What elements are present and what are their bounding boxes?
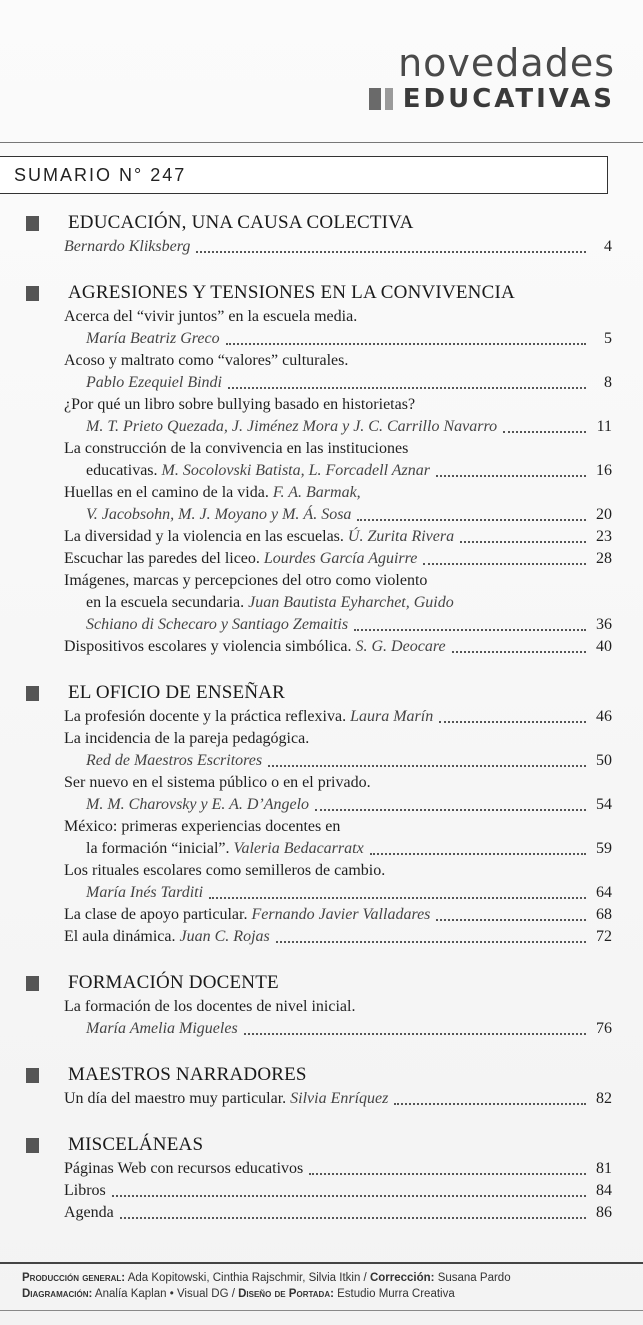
entry-title: La construcción de la convivencia en las instituciones	[64, 440, 409, 457]
section-formacion	[22, 970, 612, 1040]
toc-entry	[64, 548, 612, 570]
logo-mark-icon	[369, 88, 393, 110]
page-number: 46	[596, 708, 612, 725]
entry-author: S. G. Deocare	[355, 638, 446, 655]
entry-author: Fernando Javier Valladares	[251, 906, 431, 923]
entry-title: La clase de apoyo particular.	[64, 906, 248, 923]
entry-author: Laura Marín	[350, 708, 434, 725]
entry-author: Bernardo Kliksberg	[64, 238, 191, 255]
entry-title: Acoso y maltrato como “valores” culturales.	[64, 352, 349, 369]
toc-entry	[64, 904, 612, 926]
section-header	[22, 210, 612, 236]
entry-author: M. T. Prieto Quezada, J. Jiménez Mora y J. C. Carrillo Navarro	[86, 418, 498, 435]
square-bullet-icon	[26, 1068, 39, 1083]
page-number: 8	[604, 374, 612, 391]
section-educacion	[22, 210, 612, 258]
entry-title: Páginas Web con recursos educativos	[64, 1160, 304, 1177]
sumario-box	[0, 156, 608, 194]
toc-entry	[64, 570, 612, 636]
logo-novedades: novedades	[398, 41, 615, 85]
page-number: 4	[604, 238, 612, 255]
toc-entry	[64, 1180, 612, 1202]
entry-title: Dispositivos escolares y violencia simbólica.	[64, 638, 352, 655]
entry-title: Ser nuevo en el sistema público o en el privado.	[64, 774, 371, 791]
entry-author: Lourdes García Aguirre	[263, 550, 418, 567]
entry-author: Juan C. Rojas	[179, 928, 270, 945]
entry-title: México: primeras experiencias docentes en	[64, 818, 341, 835]
entry-title: La diversidad y la violencia en las escuelas.	[64, 528, 344, 545]
entry-title-cont: la formación “inicial”.	[86, 840, 230, 857]
credit-label: Diseño de Portada:	[238, 1288, 334, 1300]
section-title: EL OFICIO DE ENSEÑAR	[68, 682, 286, 703]
entry-title: Escuchar las paredes del liceo.	[64, 550, 260, 567]
square-bullet-icon	[26, 216, 39, 231]
credit-text: Susana Pardo	[437, 1272, 511, 1284]
section-header	[22, 970, 612, 996]
section-header	[22, 1062, 612, 1088]
page-number: 36	[596, 616, 612, 633]
credit-text: Estudio Murra Creativa	[337, 1288, 455, 1300]
page-number: 84	[596, 1182, 612, 1199]
credit-label: Corrección:	[369, 1272, 435, 1284]
page-number: 40	[596, 638, 612, 655]
toc-entry	[64, 816, 612, 860]
entry-author: M. M. Charovsky y E. A. D’Angelo	[86, 796, 310, 813]
credit-text: Analía Kaplan • Visual DG /	[94, 1288, 235, 1300]
toc-entry	[64, 306, 612, 350]
entry-author-cont: Schiano di Schecaro y Santiago Zemaitis	[86, 616, 349, 633]
page-number: 28	[596, 550, 612, 567]
page-number: 64	[596, 884, 612, 901]
toc-entry	[64, 236, 612, 258]
entry-author: F. A. Barmak,	[272, 484, 361, 501]
entry-title: Libros	[64, 1182, 106, 1199]
divider	[0, 1262, 643, 1264]
section-agresiones	[22, 280, 612, 658]
toc-entry	[64, 482, 612, 526]
page-number: 82	[596, 1090, 612, 1107]
credits-line-1	[22, 1270, 511, 1286]
page-number: 81	[596, 1160, 612, 1177]
toc-entry	[64, 1158, 612, 1180]
square-bullet-icon	[26, 1138, 39, 1153]
credits-line-2	[22, 1286, 511, 1302]
section-header	[22, 1132, 612, 1158]
section-maestros	[22, 1062, 612, 1110]
entry-title: Imágenes, marcas y percepciones del otro como violento	[64, 572, 428, 589]
entry-title: La incidencia de la pareja pedagógica.	[64, 730, 310, 747]
page-number: 54	[596, 796, 612, 813]
entry-title: Agenda	[64, 1204, 114, 1221]
page-number: 59	[596, 840, 612, 857]
credits	[22, 1270, 511, 1302]
section-header	[22, 280, 612, 306]
section-title: EDUCACIÓN, UNA CAUSA COLECTIVA	[68, 212, 414, 233]
entry-title: Acerca del “vivir juntos” en la escuela media.	[64, 308, 358, 325]
table-of-contents	[22, 210, 612, 1246]
toc-entry	[64, 996, 612, 1040]
page-number: 20	[596, 506, 612, 523]
square-bullet-icon	[26, 686, 39, 701]
square-bullet-icon	[26, 976, 39, 991]
entry-title: ¿Por qué un libro sobre bullying basado en historietas?	[64, 396, 416, 413]
page-number: 16	[596, 462, 612, 479]
toc-entry	[64, 772, 612, 816]
divider	[0, 1310, 643, 1311]
entry-title: Un día del maestro muy particular.	[64, 1090, 287, 1107]
section-title: MAESTROS NARRADORES	[68, 1064, 307, 1085]
section-title: FORMACIÓN DOCENTE	[68, 972, 279, 993]
page-number: 72	[596, 928, 612, 945]
entry-title: La formación de los docentes de nivel inicial.	[64, 998, 356, 1015]
page-number: 5	[604, 330, 612, 347]
entry-author: Silvia Enríquez	[290, 1090, 389, 1107]
section-header	[22, 680, 612, 706]
entry-author: M. Socolovski Batista, L. Forcadell Aznar	[161, 462, 430, 479]
square-bullet-icon	[26, 286, 39, 301]
page-number: 50	[596, 752, 612, 769]
toc-entry	[64, 394, 612, 438]
entry-author-cont: V. Jacobsohn, M. J. Moyano y M. Á. Sosa	[86, 506, 352, 523]
logo-educativas: EDUCATIVAS	[402, 84, 615, 114]
divider	[0, 142, 643, 143]
section-oficio	[22, 680, 612, 948]
entry-author: Red de Maestros Escritores	[86, 752, 263, 769]
credit-label: Diagramación:	[22, 1288, 93, 1300]
entry-title: Los rituales escolares como semilleros de cambio.	[64, 862, 386, 879]
page-number: 76	[596, 1020, 612, 1037]
credit-text: Ada Kopitowski, Cinthia Rajschmir, Silvia Itkin /	[127, 1272, 367, 1284]
toc-entry	[64, 350, 612, 394]
entry-author: Ú. Zurita Rivera	[347, 528, 455, 545]
toc-entry	[64, 860, 612, 904]
toc-entry	[64, 438, 612, 482]
section-miscelaneas	[22, 1132, 612, 1224]
page-number: 23	[596, 528, 612, 545]
entry-title: Huellas en el camino de la vida.	[64, 484, 269, 501]
entry-author: María Inés Tarditi	[86, 884, 204, 901]
toc-entry	[64, 926, 612, 948]
page-number: 11	[596, 418, 612, 435]
entry-title: La profesión docente y la práctica reflexiva.	[64, 708, 347, 725]
page-number: 68	[596, 906, 612, 923]
toc-entry	[64, 1088, 612, 1110]
toc-entry	[64, 728, 612, 772]
toc-entry	[64, 1202, 612, 1224]
entry-author: María Beatriz Greco	[86, 330, 220, 347]
logo-bottom-row	[369, 84, 615, 114]
entry-author: Juan Bautista Eyharchet, Guido	[248, 594, 454, 611]
entry-author: Valeria Bedacarratx	[233, 840, 364, 857]
entry-author: María Amelia Migueles	[86, 1020, 238, 1037]
section-title: MISCELÁNEAS	[68, 1134, 204, 1155]
toc-entry	[64, 636, 612, 658]
entry-title-cont: educativas.	[86, 462, 158, 479]
toc-entry	[64, 526, 612, 548]
toc-entry	[64, 706, 612, 728]
sumario-title: SUMARIO N° 247	[14, 165, 187, 185]
entry-author: Pablo Ezequiel Bindi	[86, 374, 222, 391]
page-number: 86	[596, 1204, 612, 1221]
entry-title-cont: en la escuela secundaria.	[86, 594, 245, 611]
entry-title: El aula dinámica.	[64, 928, 176, 945]
logo	[369, 41, 615, 114]
credit-label: Producción general:	[22, 1272, 126, 1284]
section-title: AGRESIONES Y TENSIONES EN LA CONVIVENCIA	[68, 282, 515, 303]
